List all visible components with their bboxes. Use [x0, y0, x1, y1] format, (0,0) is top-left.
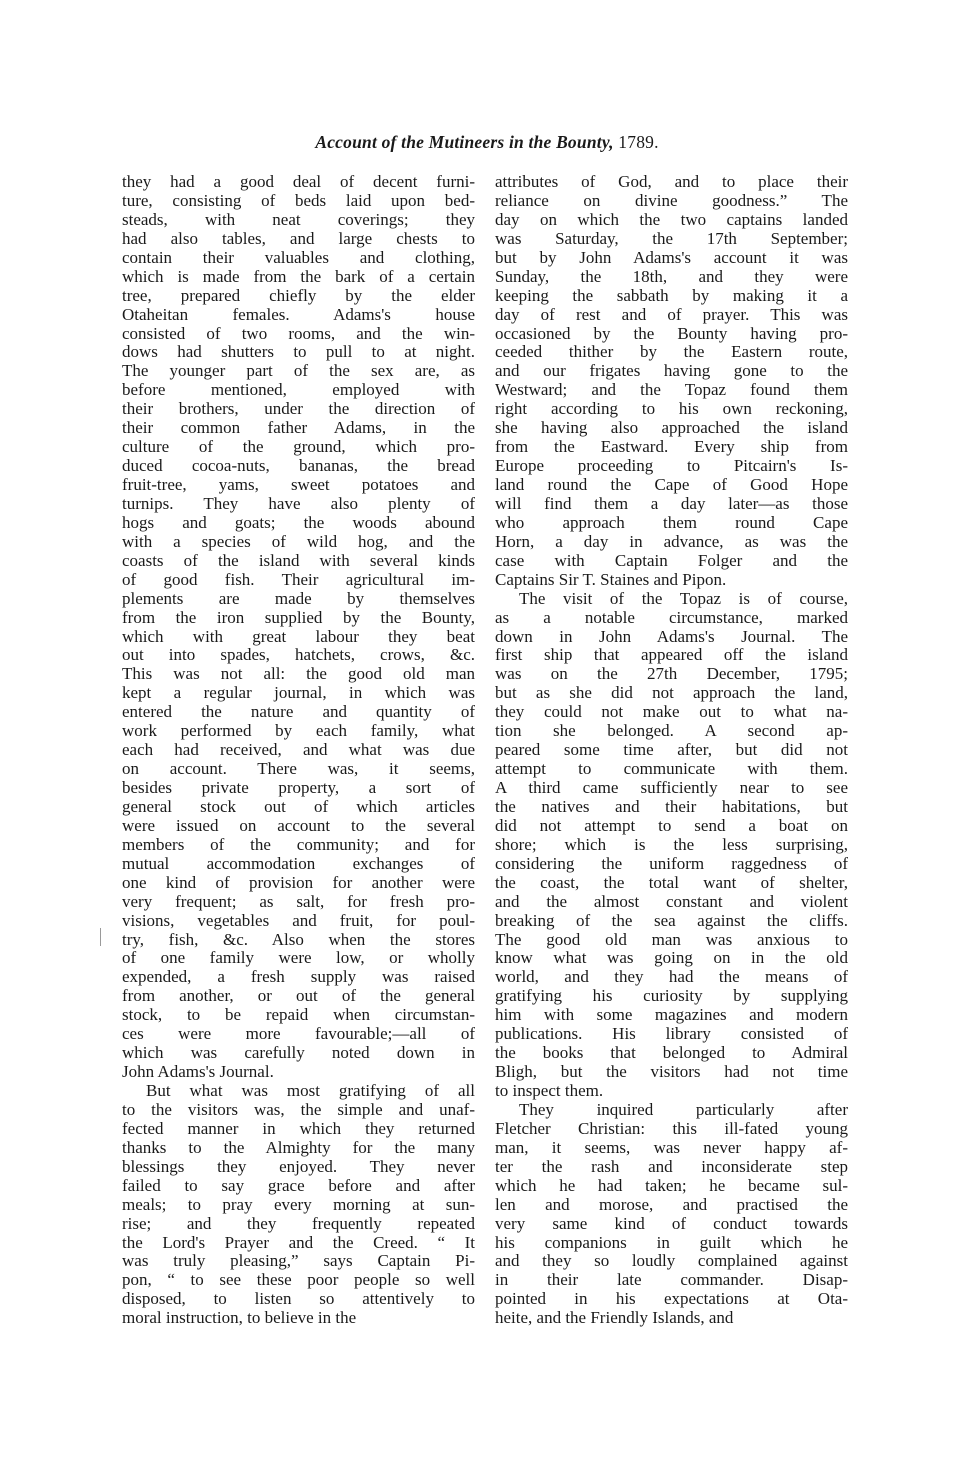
text-line: his companions in guilt which he — [495, 1233, 848, 1252]
text-line: out into spades, hatchets, crows, &c. — [122, 646, 475, 665]
text-line: turnips. They have also plenty of — [122, 494, 475, 513]
text-line: John Adams's Journal. — [122, 1063, 274, 1082]
text-line: mutual accommodation exchanges of — [122, 854, 475, 873]
text-line: dows had shutters to pull to at night. — [122, 343, 475, 362]
text-line: breaking of the sea against the cliffs. — [495, 911, 848, 930]
text-line: rise; and they frequently repeated — [122, 1214, 475, 1233]
text-line: from another, or out of the general — [122, 987, 475, 1006]
text-line: Sunday, the 18th, and they were — [495, 267, 848, 286]
text-line: moral instruction, to believe in the — [122, 1309, 357, 1328]
text-line: entered the nature and quantity of — [122, 703, 475, 722]
text-line: occasioned by the Bounty having pro- — [495, 324, 848, 343]
text-line: fected manner in which they returned — [122, 1119, 475, 1138]
text-line: they could not make out to what na- — [495, 703, 848, 722]
text-line: each had received, and what was due — [122, 741, 475, 760]
text-line: gratifying his curiosity by supplying — [495, 987, 848, 1006]
text-line: blessings they enjoyed. They never — [122, 1157, 475, 1176]
text-line: coasts of the island with several kinds — [122, 551, 475, 570]
text-line: will find them a day later—as those — [495, 494, 848, 513]
text-line: fruit-tree, yams, sweet potatoes and — [122, 476, 475, 494]
text-line: right according to his own reckoning, — [495, 400, 848, 419]
text-line: their common father Adams, in the — [122, 419, 475, 438]
text-line: case with Captain Folger and the — [495, 551, 848, 570]
text-line: very frequent; as salt, for fresh pro- — [122, 892, 475, 911]
text-line: but by John Adams's account it was — [495, 248, 848, 267]
text-line: their brothers, under the direction of — [122, 400, 475, 419]
text-line: thanks to the Almighty for the many — [122, 1138, 475, 1157]
text-line: was Saturday, the 17th September; — [495, 229, 848, 248]
text-line: which he had taken; he became sul- — [495, 1176, 848, 1195]
text-line: one kind of provision for another were — [122, 873, 475, 892]
text-line: and our frigates having gone to the — [495, 362, 848, 381]
text-line: world, and they had the means of — [495, 968, 848, 987]
text-line: did not attempt to send a boat on — [495, 816, 848, 835]
text-line: Europe proceeding to Pitcairn's Is- — [495, 457, 848, 476]
text-line: shore; which is the less surprising, — [495, 835, 848, 854]
text-line: But what was most gratifying of all — [146, 1082, 475, 1100]
text-line: ces were more favourable;—all of — [122, 1025, 475, 1044]
text-line: on account. There was, it seems, — [122, 760, 475, 779]
text-line: man, it seems, was never happy af- — [495, 1138, 848, 1157]
text-line: plements are made by themselves — [122, 589, 475, 608]
text-line: the Lord's Prayer and the Creed. “ It — [122, 1233, 475, 1252]
text-line: day of rest and of prayer. This was — [495, 305, 848, 324]
text-line: keeping the sabbath by making it a — [495, 286, 848, 305]
text-line: to the visitors was, the simple and unaf- — [122, 1100, 475, 1119]
text-line: steads, with neat coverings; they — [122, 210, 475, 229]
text-line: len and morose, and practised the — [495, 1195, 848, 1214]
text-line: was truly pleasing,” says Captain Pi- — [122, 1252, 475, 1271]
text-line: as a notable circumstance, marked — [495, 608, 848, 627]
text-line: from the iron supplied by the Bounty, — [122, 608, 475, 627]
text-line: day on which the two captains landed — [495, 210, 848, 229]
text-line: before mentioned, employed with — [122, 381, 475, 400]
text-line: which with great labour they beat — [122, 627, 475, 646]
text-line: to inspect them. — [495, 1082, 604, 1100]
text-line: tion she belonged. A second ap- — [495, 722, 848, 741]
text-line: had also tables, and large chests to — [122, 229, 475, 248]
text-line: They inquired particularly after — [519, 1100, 848, 1119]
text-line: hogs and goats; the woods abound — [122, 513, 475, 532]
text-line: considering the uniform raggedness of — [495, 854, 848, 873]
text-line: very same kind of conduct towards — [495, 1214, 848, 1233]
running-head — [0, 132, 974, 153]
text-line: she having also approached the island — [495, 419, 848, 438]
text-line: Westward; and the Topaz found them — [495, 381, 848, 400]
text-line: Bligh, but the visitors had not time — [495, 1063, 848, 1082]
text-line: reliance on divine goodness.” The — [495, 191, 848, 210]
text-line: and they so loudly complained against — [495, 1252, 848, 1271]
text-line: which was carefully noted down in — [122, 1044, 475, 1063]
text-line: visions, vegetables and fruit, for poul- — [122, 911, 475, 930]
text-line: which is made from the bark of a certain — [122, 267, 475, 286]
text-line: the natives and their habitations, but — [495, 797, 848, 816]
text-line: Horn, a day in advance, as was the — [495, 532, 848, 551]
text-line: down in John Adams's Journal. The — [495, 627, 848, 646]
text-line: members of the community; and for — [122, 835, 475, 854]
text-line: and the almost constant and violent — [495, 892, 848, 911]
text-line: with a species of wild hog, and the — [122, 532, 475, 551]
text-line: Otaheitan females. Adams's house — [122, 305, 475, 324]
text-line: consisted of two rooms, and the win- — [122, 324, 475, 343]
text-line: attempt to communicate with them. — [495, 760, 848, 779]
text-line: The good old man was anxious to — [495, 930, 848, 949]
text-line: peared some time after, but did not — [495, 741, 848, 760]
text-line: general stock out of which articles — [122, 797, 475, 816]
text-line: but as she did not approach the land, — [495, 684, 848, 703]
text-line: ceeded thither by the Eastern route, — [495, 343, 848, 362]
text-line: work performed by each family, what — [122, 722, 475, 741]
running-head-year: 1789. — [618, 132, 659, 152]
text-line: they had a good deal of decent furni- — [122, 173, 475, 191]
running-head-title: Account of the Mutineers in the Bounty, — [315, 132, 614, 152]
text-line: contain their valuables and clothing, — [122, 248, 475, 267]
text-line: This was not all: the good old man — [122, 665, 475, 684]
text-line: The visit of the Topaz is of course, — [519, 589, 848, 608]
text-line: attributes of God, and to place their — [495, 173, 848, 191]
text-line: besides private property, a sort of — [122, 779, 475, 797]
text-line: A third came sufficiently near to see — [495, 779, 848, 797]
text-line: tree, prepared chiefly by the elder — [122, 286, 475, 305]
margin-mark — [100, 928, 101, 946]
text-line: pointed in his expectations at Ota- — [495, 1290, 848, 1309]
text-line: try, fish, &c. Also when the stores — [122, 930, 475, 949]
text-line: in their late commander. Disap- — [495, 1271, 848, 1290]
left-column — [122, 173, 475, 1328]
text-line: of one family were low, or wholly — [122, 949, 475, 968]
text-line: pon, “ to see these poor people so well — [122, 1271, 475, 1290]
text-line: publications. His library consisted of — [495, 1025, 848, 1044]
text-line: who approach them round Cape — [495, 513, 848, 532]
text-line: land round the Cape of Good Hope — [495, 476, 848, 494]
text-line: The younger part of the sex are, as — [122, 362, 475, 381]
text-line: the books that belonged to Admiral — [495, 1044, 848, 1063]
text-line: Captains Sir T. Staines and Pipon. — [495, 570, 727, 589]
text-line: from the Eastward. Every ship from — [495, 438, 848, 457]
text-line: of good fish. Their agricultural im- — [122, 570, 475, 589]
text-line: him with some magazines and modern — [495, 1006, 848, 1025]
text-line: ture, consisting of beds laid upon bed- — [122, 191, 475, 210]
text-line: duced cocoa-nuts, bananas, the bread — [122, 457, 475, 476]
text-line: Fletcher Christian: this ill-fated young — [495, 1119, 848, 1138]
right-column — [495, 173, 848, 1328]
text-line: the coast, the total want of shelter, — [495, 873, 848, 892]
text-line: first ship that appeared off the island — [495, 646, 848, 665]
text-line: stock, to be repaid when circumstan- — [122, 1006, 475, 1025]
text-line: heite, and the Friendly Islands, and — [495, 1309, 734, 1328]
text-line: failed to say grace before and after — [122, 1176, 475, 1195]
text-line: ter the rash and inconsiderate step — [495, 1157, 848, 1176]
text-line: know what was going on in the old — [495, 949, 848, 968]
text-line: disposed, to listen so attentively to — [122, 1290, 475, 1309]
text-line: expended, a fresh supply was raised — [122, 968, 475, 987]
text-line: kept a regular journal, in which was — [122, 684, 475, 703]
text-line: were issued on account to the several — [122, 816, 475, 835]
text-line: meals; to pray every morning at sun- — [122, 1195, 475, 1214]
text-line: was on the 27th December, 1795; — [495, 665, 848, 684]
text-line: culture of the ground, which pro- — [122, 438, 475, 457]
